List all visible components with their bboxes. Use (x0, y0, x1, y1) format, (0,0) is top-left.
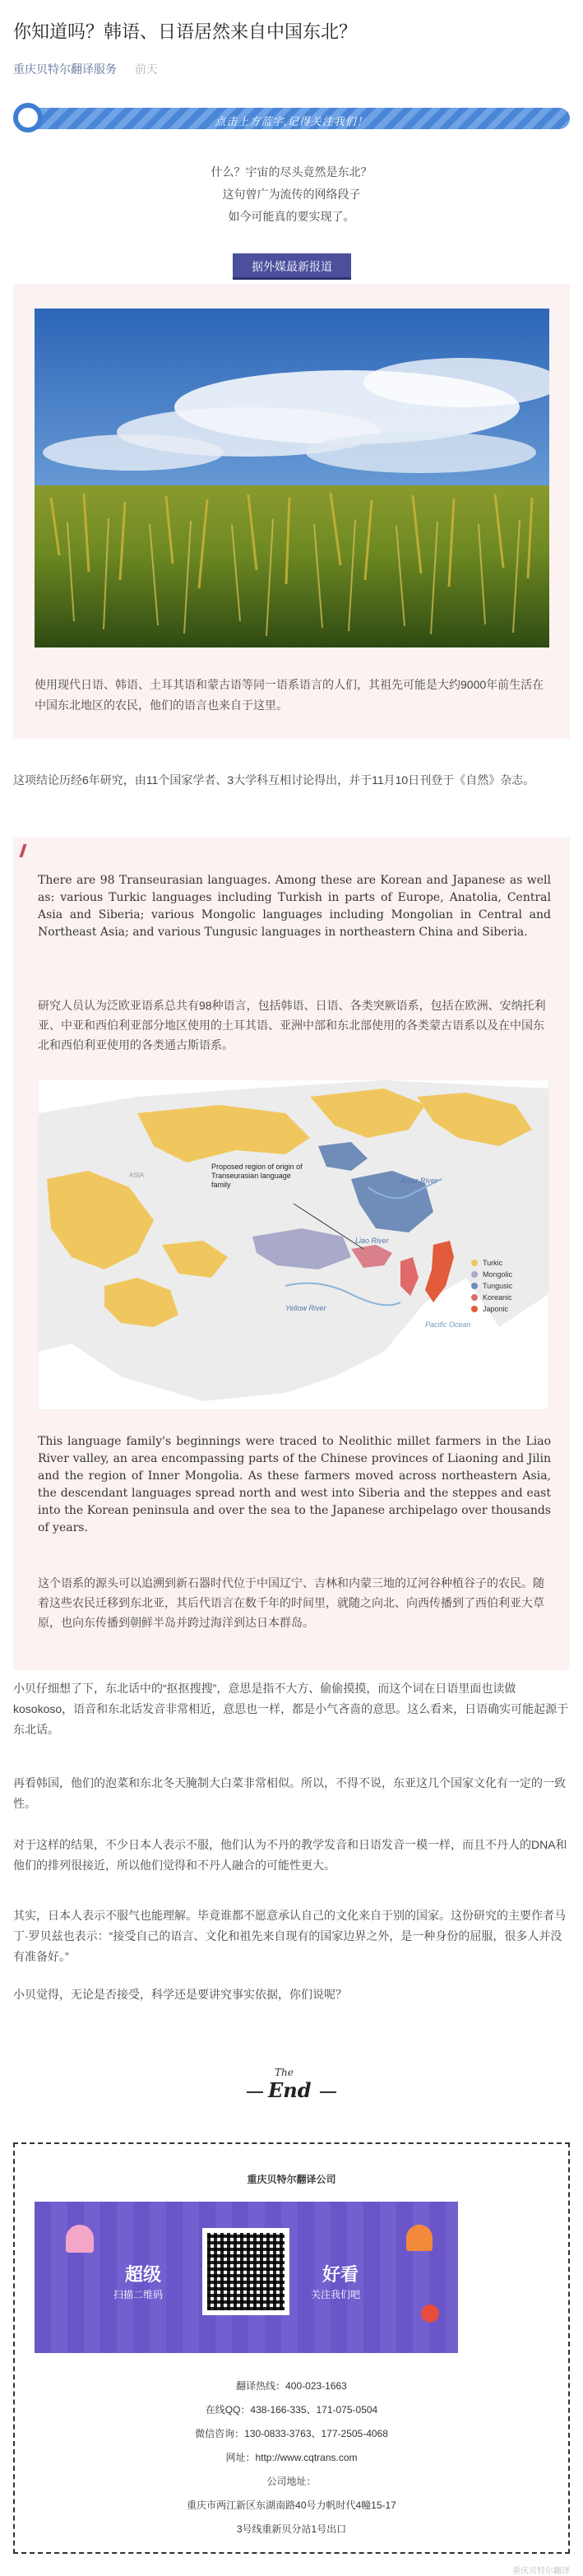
ghost-icon (66, 2225, 94, 2253)
publish-time: 前天 (134, 63, 158, 76)
company-footer (13, 2142, 570, 2554)
map-label-pacific: Pacific Ocean (425, 1320, 471, 1329)
qr-left-title: 超级 (125, 2264, 162, 2285)
legend-label: Mongolic (483, 1270, 513, 1279)
ghost-icon-orange (406, 2225, 433, 2251)
qr-right-title: 好看 (322, 2264, 359, 2285)
body-paragraph-4: 其实，日本人表示不服气也能理解。毕竟谁都不愿意承认自己的文化来自于别的国家。这份研究的主要作者马丁·罗贝兹也表示：“接受自己的语言、文化和祖先来自现有的国家边界之外，是一种身份的屈服，很多人并没有准备好。” (13, 1909, 566, 1963)
address-line-2: 3号线重新贝分站1号出口 (236, 2523, 347, 2535)
hotline-text: 翻译热线：400-023-1663 (236, 2380, 347, 2392)
wechat-text: 微信咨询：130-0833-3763、177-2505-4068 (195, 2428, 388, 2439)
quote-english-2: This language family's beginnings were traced to Neolithic millet farmers in the Liao River valley, an area encompassing parts of the Chinese provinces of Liaoning and Jilin and the region of Inner Mongolia. As these farmers moved across northeastern Asia, the descendant languages spread north and west into Siberia and the steppes and east into the Korean peninsula and over the sea to the Japanese archipelago over thousands of years. (38, 1435, 551, 1534)
qr-right-sub: 关注我们吧 (311, 2289, 361, 2300)
body-paragraph-3: 对于这样的结果，不少日本人表示不服，他们认为不丹的教学发音和日语发音一模一样，而且不丹人的DNA和他们的排列很接近，所以他们觉得和不丹人融合的可能性更大。 (13, 1838, 567, 1872)
website-link[interactable]: 网址：http://www.cqtrans.com (225, 2452, 358, 2463)
transeurasian-map (39, 1080, 548, 1409)
legend-dot-koreanic (471, 1294, 478, 1301)
intro-line: 什么？宇宙的尽头竟然是东北？ (211, 165, 372, 179)
body-paragraph-2: 再看韩国，他们的泡菜和东北冬天腌制大白菜非常相似。所以，不得不说，东亚这几个国家文化有一定的一致性。 (13, 1776, 566, 1810)
intro-line: 这句曾广为流传的网络段子 (222, 188, 361, 201)
qq-text: 在线QQ：438-166-335、171-075-0504 (205, 2404, 378, 2416)
body-paragraph-1: 小贝仔细想了下，东北话中的“抠抠搜搜”，意思是指不大方、偷偷摸摸，而这个词在日语里面也读做kosokoso，语音和东北话发音非常相近，意思也一样，都是小气吝啬的意思。这么看来，日语确实可能起源于东北话。 (13, 1682, 569, 1736)
quote-chinese-1: 研究人员认为泛欧亚语系总共有98种语言，包括韩语、日语、各类突厥语系，包括在欧洲、安纳托利亚、中亚和西伯利亚部分地区使用的土耳其语、亚洲中部和东北部使用的各类蒙古语系以及在中国东北和西伯利亚使用的各类通古斯语系。 (38, 999, 546, 1051)
lead-text: 使用现代日语、韩语、土耳其语和蒙古语等同一语系语言的人们，其祖先可能是大约9000年前生活在中国东北地区的农民，他们的语言也来自于这里。 (35, 678, 544, 712)
fruit-icon (421, 2304, 439, 2323)
qr-code[interactable] (202, 2228, 289, 2315)
callout-text: Proposed region of origin of Transeurasian language family (211, 1163, 303, 1189)
intro-lines (0, 161, 583, 228)
news-tag: 据外媒最新报道 (233, 253, 351, 280)
map-label-liao: Liao River (355, 1237, 389, 1245)
watermark: 重庆贝特尔翻译 (512, 2567, 570, 2576)
qr-banner (35, 2202, 458, 2353)
body-paragraph-5: 小贝觉得，无论是否接受，科学还是要讲究事实依据，你们说呢？ (13, 1988, 347, 2001)
address-line-1: 重庆市两江新区东湖南路40号力帆时代4幢15-17 (187, 2499, 396, 2511)
map-label-asia: ASIA (129, 1172, 145, 1179)
article-title: 你知道吗？韩语、日语居然来自中国东北？ (13, 21, 358, 42)
follow-banner[interactable] (13, 103, 570, 132)
quote-chinese-2: 这个语系的源头可以追溯到新石器时代位于中国辽宁、吉林和内蒙三地的辽河谷种植谷子的农民。随着这些农民迁移到东北亚，其后代语言在数千年的时间里，就随之向北、向西传播到了西伯利亚大草原，也向东传播到朝鲜半岛并跨过海洋到达日本群岛。 (38, 1576, 544, 1629)
callout-box (211, 1163, 310, 1212)
qr-pattern (207, 2233, 285, 2310)
map-label-amur: Amur River (400, 1177, 438, 1185)
research-paragraph: 这项结论历经6年研究，由11个国家学者、3大学科互相讨论得出，并于11月10日刊登于《自然》杂志。 (13, 773, 535, 787)
rice-field-image (35, 309, 549, 647)
end-word-text: End (268, 2078, 312, 2102)
address-label: 公司地址： (266, 2476, 317, 2487)
map-label-yellow: Yellow River (285, 1304, 326, 1312)
legend-dot-japonic (471, 1306, 478, 1312)
legend-label: Tungusic (483, 1282, 513, 1290)
account-name-link[interactable]: 重庆贝特尔翻译服务 (13, 63, 117, 76)
quote-english-1: There are 98 Transeurasian languages. Among these are Korean and Japanese as well as: various Turkic languages including Turkish in parts of Europe, Anatolia, Central Asia and Siberia; various Mongolic languages including Mongolian in Central and Northeast Asia; and various Tungusic languages in northeastern China and Siberia. (38, 874, 551, 939)
legend-dot-turkic (471, 1260, 478, 1266)
intro-line: 如今可能真的要实现了。 (228, 210, 355, 223)
banner-text: 点击上方蓝字,记得关注我们！ (215, 115, 368, 128)
legend-label: Japonic (483, 1305, 509, 1313)
end-line-right (320, 2091, 336, 2093)
legend-label: Koreanic (483, 1293, 512, 1302)
article-meta (13, 61, 158, 77)
legend-dot-mongolic (471, 1271, 478, 1278)
language-family-map (38, 1079, 549, 1410)
contact-lines (15, 2374, 568, 2541)
legend-label: Turkic (483, 1259, 503, 1267)
qr-left-sub: 扫描二维码 (113, 2289, 164, 2300)
the-end-divider (0, 2062, 583, 2119)
legend-dot-tungusic (471, 1283, 478, 1289)
end-line-left (247, 2091, 263, 2093)
rice-field-photo (35, 309, 549, 647)
end-the-text: The (275, 2067, 294, 2078)
footer-company-name: 重庆贝特尔翻译公司 (247, 2174, 336, 2185)
